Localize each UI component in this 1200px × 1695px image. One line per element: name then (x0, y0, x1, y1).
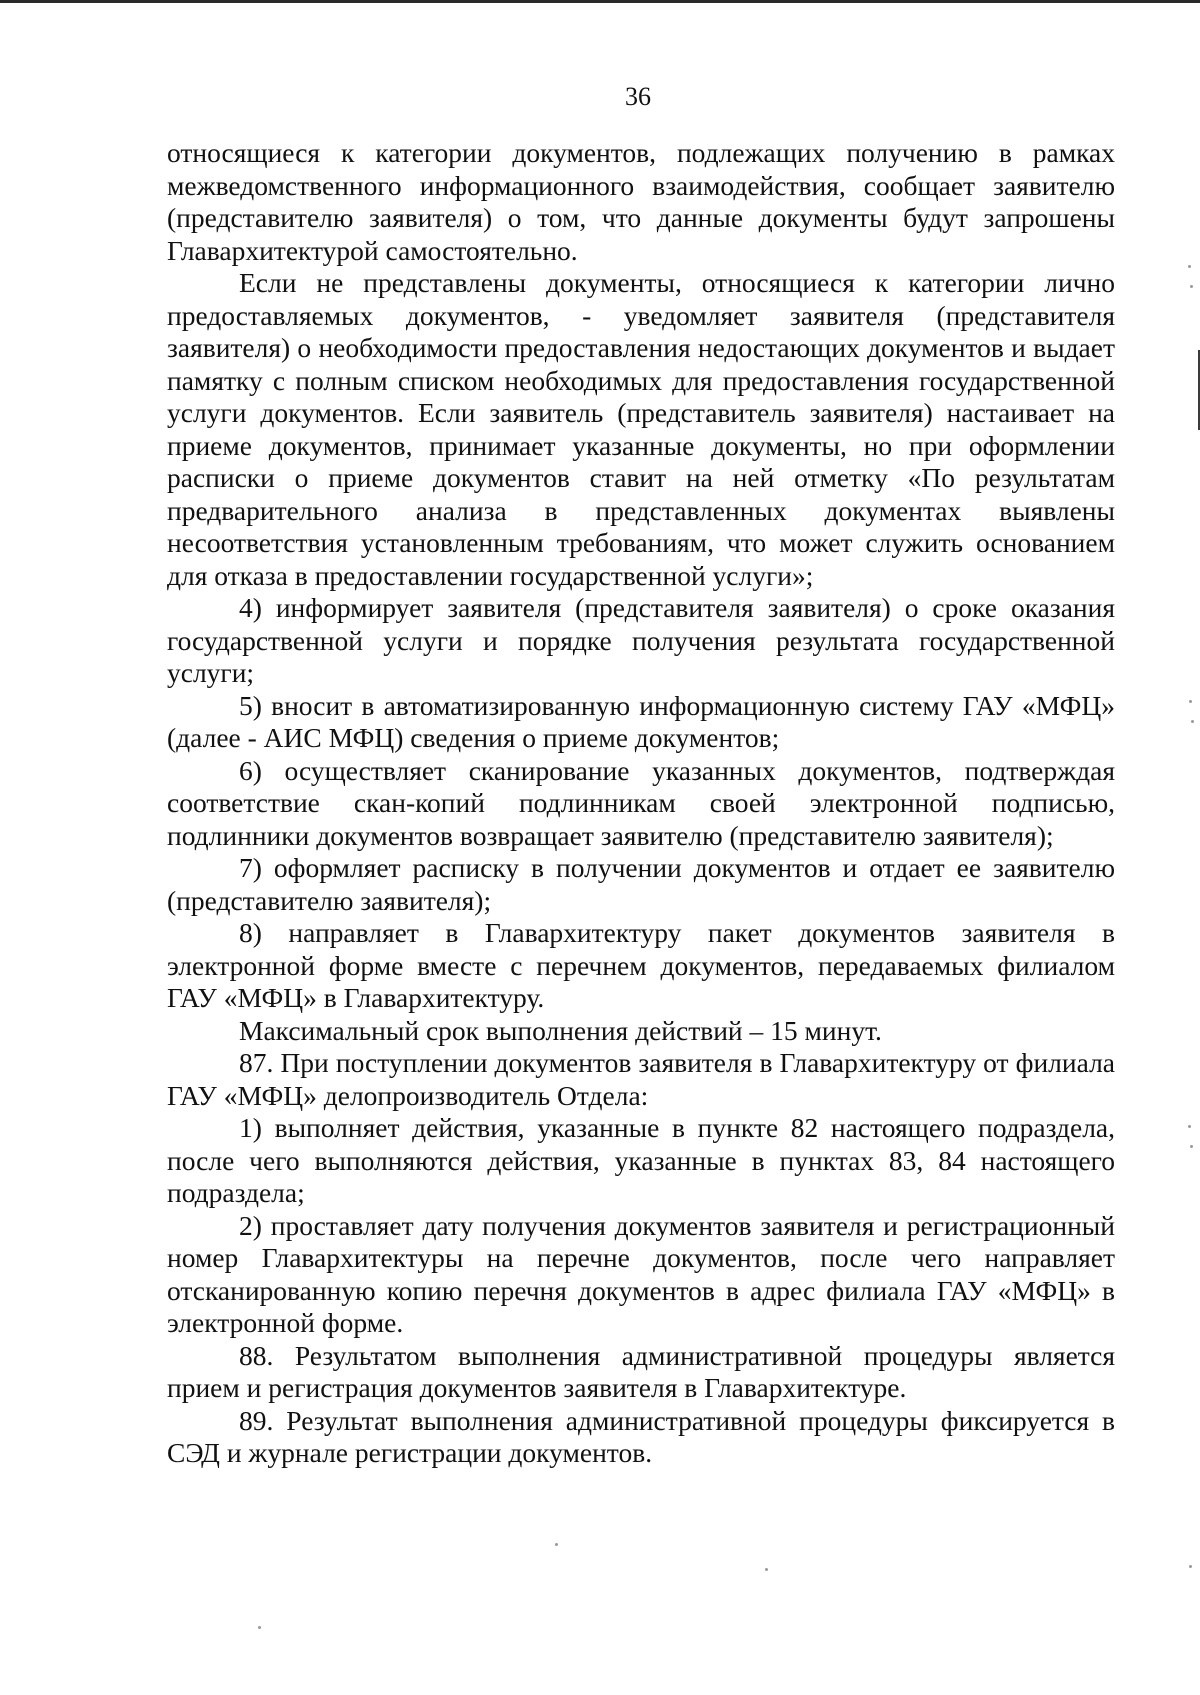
scan-speck (1191, 720, 1194, 723)
scan-speck (1188, 265, 1191, 268)
scan-top-edge (0, 0, 1200, 3)
document-body (167, 137, 1115, 1470)
list-item: 5) вносит в автоматизированную информационную систему ГАУ «МФЦ» (далее - АИС МФЦ) сведения о приеме документов; (167, 689, 1115, 753)
list-item: 1) выполняет действия, указанные в пункте 82 настоящего подраздела, после чего выполняются действия, указанные в пунктах 83, 84 настоящего подраздела; (167, 1112, 1115, 1208)
list-item: 2) проставляет дату получения документов заявителя и регистрационный номер Главархитектуры на перечне документов, после чего направляет отсканированную копию перечня документов в адрес филиала ГАУ «МФЦ» в электронной форме. (167, 1209, 1115, 1338)
scan-speck (765, 1568, 768, 1571)
paragraph: относящиеся к категории документов, подлежащих получению в рамках межведомственного информационного взаимодействия, сообщает заявителю (представителю заявителя) о том, что данные документы будут запрошены Главархитектурой самостоятельно. (167, 137, 1115, 266)
list-item: 7) оформляет расписку в получении документов и отдает ее заявителю (представителю заявителя); (167, 852, 1115, 916)
clause: 88. Результатом выполнения административной процедуры является прием и регистрация документов заявителя в Главархитектуре. (167, 1339, 1115, 1403)
list-item: 8) направляет в Главархитектуру пакет документов заявителя в электронной форме вместе с перечнем документов, передаваемых филиалом ГАУ «МФЦ» в Главархитектуру. (167, 917, 1115, 1013)
scan-speck (1189, 1565, 1192, 1568)
page-number: 36 (625, 82, 651, 111)
list-item: 4) информирует заявителя (представителя заявителя) о сроке оказания государственной услуги и порядке получения результата государственной услуги; (167, 592, 1115, 688)
scan-speck (1190, 1145, 1193, 1148)
paragraph: Максимальный срок выполнения действий – 15 минут. (239, 1014, 882, 1046)
scan-speck (555, 1543, 558, 1546)
scan-speck (258, 1626, 261, 1629)
clause: 87. При поступлении документов заявителя в Главархитектуру от филиала ГАУ «МФЦ» делопроизводитель Отдела: (167, 1047, 1115, 1111)
scan-speck (1190, 285, 1193, 288)
scan-speck (1189, 700, 1192, 703)
list-item: 6) осуществляет сканирование указанных документов, подтверждая соответствие скан-копий подлинникам своей электронной подписью, подлинники документов возвращает заявителю (представителю заявителя); (167, 754, 1115, 851)
scan-speck (1188, 1125, 1191, 1128)
paragraph: Если не представлены документы, относящиеся к категории лично предоставляемых документов, - уведомляет заявителя (представителя заявителя) о необходимости предоставления недостающих документов и выдает памятку с полным списком необходимых для предоставления государственной услуги документов. Если заявитель (представитель заявителя) настаивает на приеме документов, принимает указанные документы, но при оформлении расписки о приеме документов ставит на ней отметку «По результатам предварительного анализа в представленных документах выявлены несоответствия установленным требованиям, что может служить основанием для отказа в предоставлении государственной услуги»; (167, 267, 1115, 591)
clause: 89. Результат выполнения административной процедуры фиксируется в СЭД и журнале регистрации документов. (167, 1404, 1115, 1468)
